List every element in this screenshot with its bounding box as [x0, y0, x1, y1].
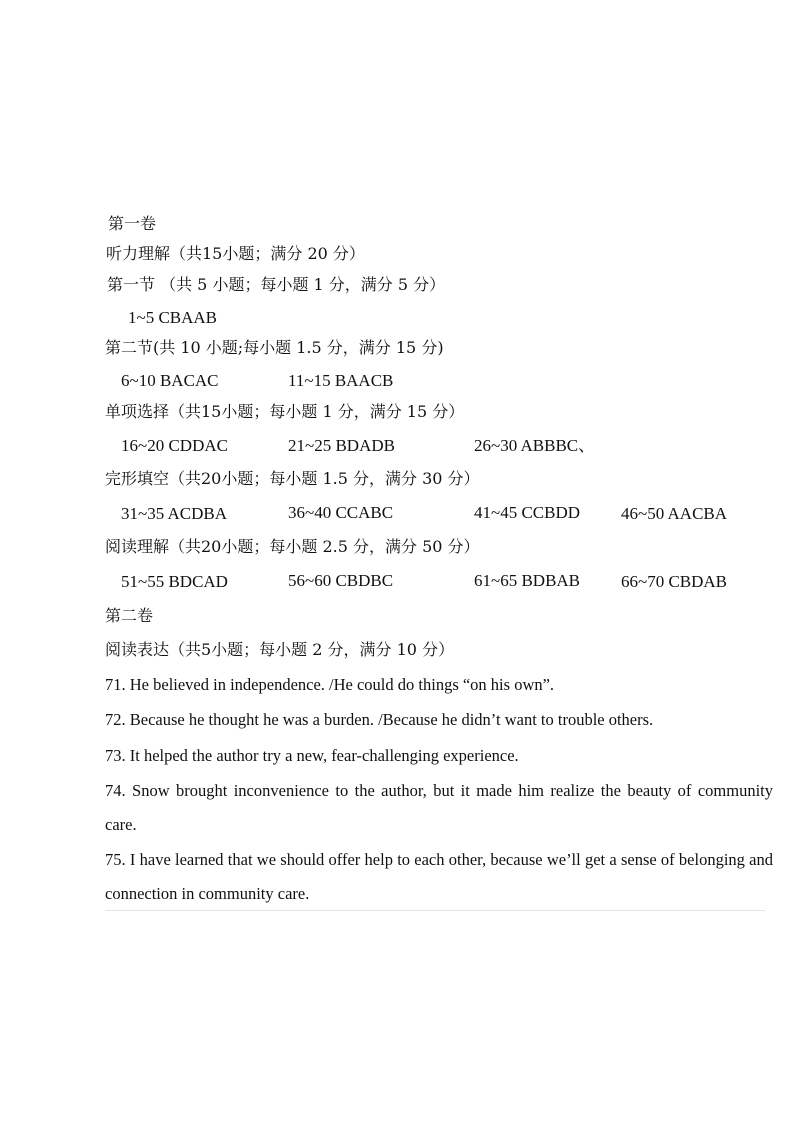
answer-56-60: 56~60 CBDBC: [288, 571, 394, 590]
answer-71: 71. He believed in independence. /He could do things “on his own”.: [105, 675, 555, 694]
answer-21-25: 21~25 BDADB: [288, 436, 395, 455]
answer-26-30: 26~30 ABBBC、: [474, 436, 596, 455]
part1-title: 第一卷: [108, 214, 157, 233]
answer-72: 72. Because he thought he was a burden. /Because he didn’t want to trouble others.: [105, 710, 654, 729]
answer-31-35: 31~35 ACDBA: [121, 504, 228, 523]
page-divider: [105, 910, 765, 911]
reading-heading: 阅读理解（共20小题；每小题 2.5 分，满分 50 分）: [105, 537, 480, 556]
answer-11-15: 11~15 BAACB: [288, 371, 394, 390]
answer-1-5: 1~5 CBAAB: [128, 308, 218, 327]
part2-title: 第二卷: [105, 606, 154, 625]
answer-74: 74. Snow brought inconvenience to the author, but it made him realize the beauty of community care.: [105, 781, 773, 834]
answer-16-20: 16~20 CDDAC: [121, 436, 228, 455]
answer-6-10: 6~10 BACAC: [121, 371, 219, 390]
answer-36-40: 36~40 CCABC: [288, 503, 394, 522]
expression-heading: 阅读表达（共5小题；每小题 2 分，满分 10 分）: [105, 640, 455, 659]
listening-heading: 听力理解（共15小题；满分 20 分）: [106, 244, 365, 263]
answer-61-65: 61~65 BDBAB: [474, 571, 581, 590]
answer-41-45: 41~45 CCBDD: [474, 503, 581, 522]
answer-66-70: 66~70 CBDAB: [621, 572, 728, 591]
answer-46-50: 46~50 AACBA: [621, 504, 728, 523]
answer-51-55: 51~55 BDCAD: [121, 572, 228, 591]
cloze-heading: 完形填空（共20小题；每小题 1.5 分，满分 30 分）: [105, 469, 480, 488]
answer-73: 73. It helped the author try a new, fear-challenging experience.: [105, 746, 519, 765]
single-choice-heading: 单项选择（共15小题；每小题 1 分，满分 15 分）: [105, 402, 465, 421]
listening-section2-heading: 第二节(共 10 小题;每小题 1.5 分，满分 15 分): [105, 338, 444, 357]
answer-75: 75. I have learned that we should offer help to each other, because we’ll get a sense of belonging and connection in community care.: [105, 850, 773, 903]
listening-section1-heading: 第一节 （共 5 小题；每小题 1 分，满分 5 分）: [107, 275, 446, 294]
